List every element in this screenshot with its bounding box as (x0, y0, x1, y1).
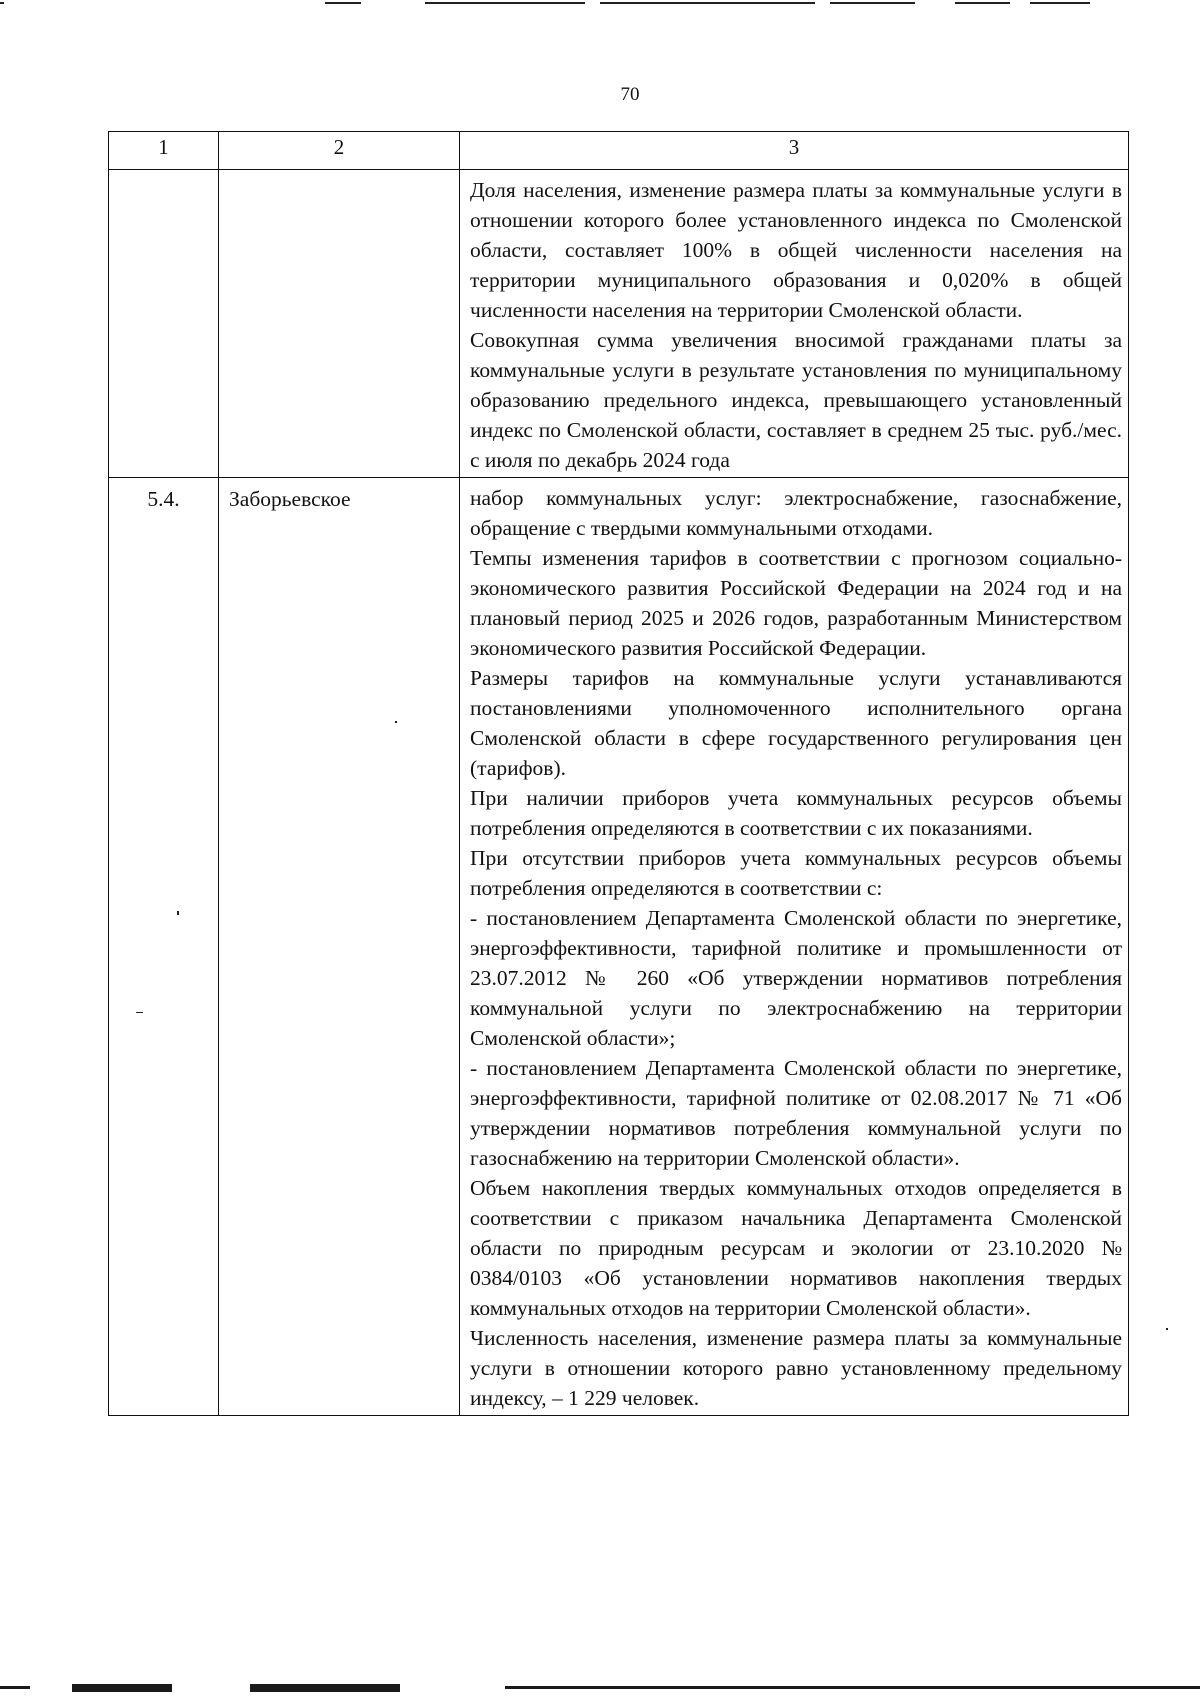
scan-speck (136, 1012, 143, 1013)
paragraph: Численность населения, изменение размера платы за коммунальные услуги в отношении которого равно установленному предельному индексу, – 1 229 человек. (470, 1326, 1122, 1410)
paragraph: Доля населения, изменение размера платы за коммунальные услуги в отношении которого более установленного индекса по Смоленской области, составляет 100% в общей численности населения на территории муниципального образования и 0,020% в общей численности населения на территории Смоленской области. (470, 178, 1122, 322)
municipality-name: Заборьевское (219, 478, 460, 1416)
column-header-2: 2 (219, 132, 460, 170)
scan-speck (1166, 1328, 1168, 1330)
description-cell (460, 478, 1129, 1416)
description-cell (460, 170, 1129, 478)
paragraph: Объем накопления твердых коммунальных отходов определяется в соответствии с приказом начальника Департамента Смоленской области по природным ресурсам и экологии от 23.10.2020 № 0384/0103 «Об установлении нормативов накопления твердых коммунальных отходов на территории Смоленской области». (470, 1176, 1122, 1320)
municipality-name (219, 170, 460, 478)
table-row (109, 170, 1129, 478)
paragraph: - постановлением Департамента Смоленской области по энергетике, энергоэффективности, тарифной политике и промышленности от 23.07.2012 № 260 «Об утверждении нормативов потребления коммунальной услуги по электроснабжению на территории Смоленской области»; (470, 906, 1122, 1050)
scan-artifact-top (0, 0, 1200, 8)
paragraph: При наличии приборов учета коммунальных ресурсов объемы потребления определяются в соответствии с их показаниями. (470, 786, 1122, 840)
column-header-3: 3 (460, 132, 1129, 170)
paragraph: - постановлением Департамента Смоленской области по энергетике, энергоэффективности, тарифной политике от 02.08.2017 № 71 «Об утверждении нормативов потребления коммунальной услуги по газоснабжению на территории Смоленской области». (470, 1056, 1122, 1170)
scan-speck (395, 721, 397, 723)
page-number: 70 (620, 84, 640, 105)
paragraph: Размеры тарифов на коммунальные услуги устанавливаются постановлениями уполномоченного исполнительного органа Смоленской области в сфере государственного регулирования цен (тарифов). (470, 666, 1122, 780)
paragraph: При отсутствии приборов учета коммунальных ресурсов объемы потребления определяются в соответствии с: (470, 846, 1122, 900)
row-number (109, 170, 219, 478)
scan-artifact-bottom (0, 1680, 1200, 1696)
paragraph: набор коммунальных услуг: электроснабжение, газоснабжение, обращение с твердыми коммунальными отходами. (470, 486, 1122, 540)
table-header-row (109, 132, 1129, 170)
scan-speck (177, 911, 179, 915)
paragraph: Темпы изменения тарифов в соответствии с прогнозом социально-экономического развития Российской Федерации на 2024 год и на плановый период 2025 и 2026 годов, разработанным Министерством экономического развития Российской Федерации. (470, 546, 1122, 660)
row-number: 5.4. (109, 478, 219, 1416)
paragraph: Совокупная сумма увеличения вносимой гражданами платы за коммунальные услуги в результате установления по муниципальному образованию предельного индекса, превышающего установленный индекс по Смоленской области, составляет в среднем 25 тыс. руб./мес. с июля по декабрь 2024 года (470, 328, 1122, 472)
column-header-1: 1 (109, 132, 219, 170)
table-row (109, 478, 1129, 1416)
content-table (108, 131, 1129, 1416)
